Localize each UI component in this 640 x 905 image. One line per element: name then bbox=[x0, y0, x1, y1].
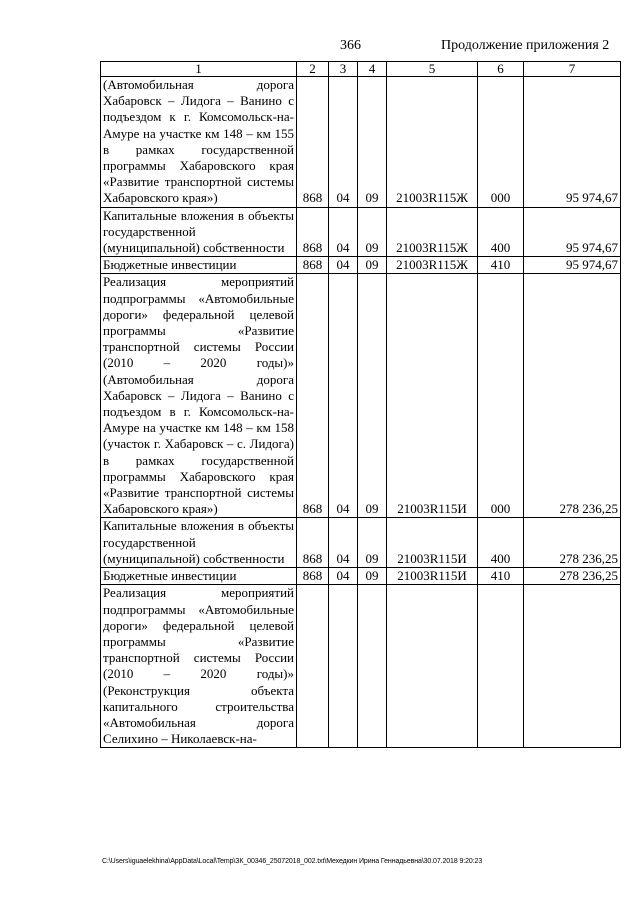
cell-section: 04 bbox=[329, 77, 358, 208]
cell-ministry: 868 bbox=[297, 207, 329, 257]
cell-subsection: 09 bbox=[358, 77, 387, 208]
cell-expense-type: 410 bbox=[478, 257, 524, 274]
cell-section: 04 bbox=[329, 274, 358, 518]
cell-ministry: 868 bbox=[297, 257, 329, 274]
cell-amount bbox=[524, 585, 621, 748]
cell-expense-type: 410 bbox=[478, 568, 524, 585]
cell-expense-type: 400 bbox=[478, 207, 524, 257]
cell-subsection: 09 bbox=[358, 207, 387, 257]
cell-expense-type: 000 bbox=[478, 77, 524, 208]
cell-target-article: 21003R115И bbox=[387, 518, 478, 568]
cell-subsection bbox=[358, 585, 387, 748]
table-row bbox=[101, 568, 621, 585]
row-description: Реализация мероприятий подпрограммы «Автомобильные дороги» федеральной целевой программы «Развитие транспортной системы России (2010 – 2020 годы)» (Автомобильная дорога Хабаровск – Лидога – Ванино с подъездом в г. Комсомольск-на-Амуре на участке км 148 – км 158 (участок г. Хабаровск – с. Лидога) в рамках государственной программы Хабаровского края «Развитие транспортной системы Хабаровского края») bbox=[101, 274, 297, 518]
cell-amount: 95 974,67 bbox=[524, 257, 621, 274]
page-number: 366 bbox=[340, 38, 361, 53]
cell-section: 04 bbox=[329, 518, 358, 568]
cell-amount: 95 974,67 bbox=[524, 207, 621, 257]
cell-target-article: 21003R115И bbox=[387, 568, 478, 585]
cell-section: 04 bbox=[329, 207, 358, 257]
cell-amount: 278 236,25 bbox=[524, 274, 621, 518]
cell-target-article bbox=[387, 585, 478, 748]
cell-ministry bbox=[297, 585, 329, 748]
cell-section: 04 bbox=[329, 568, 358, 585]
row-description: Бюджетные инвестиции bbox=[101, 257, 297, 274]
table-row bbox=[101, 207, 621, 257]
cell-subsection: 09 bbox=[358, 274, 387, 518]
cell-target-article: 21003R115Ж bbox=[387, 207, 478, 257]
table-header-row bbox=[101, 62, 621, 77]
cell-ministry: 868 bbox=[297, 518, 329, 568]
table-row bbox=[101, 274, 621, 518]
continuation-title: Продолжение приложения 2 bbox=[441, 38, 610, 53]
column-header: 2 bbox=[297, 62, 329, 77]
cell-amount: 278 236,25 bbox=[524, 568, 621, 585]
column-header: 4 bbox=[358, 62, 387, 77]
cell-target-article: 21003R115Ж bbox=[387, 257, 478, 274]
cell-amount: 95 974,67 bbox=[524, 77, 621, 208]
cell-target-article: 21003R115И bbox=[387, 274, 478, 518]
cell-section bbox=[329, 585, 358, 748]
column-header: 5 bbox=[387, 62, 478, 77]
column-header: 1 bbox=[101, 62, 297, 77]
row-description: Бюджетные инвестиции bbox=[101, 568, 297, 585]
cell-ministry: 868 bbox=[297, 77, 329, 208]
cell-subsection: 09 bbox=[358, 518, 387, 568]
cell-section: 04 bbox=[329, 257, 358, 274]
column-header: 7 bbox=[524, 62, 621, 77]
file-path-footer: C:\Users\iguaelekhina\AppData\Local\Temp\ЗК_00346_25072018_002.txt\Мехедкин Ирина Геннадьевна\30.07.2018 9:20:23 bbox=[102, 858, 483, 865]
cell-ministry: 868 bbox=[297, 568, 329, 585]
row-description: Капитальные вложения в объекты государственной (муниципальной) собственности bbox=[101, 207, 297, 257]
cell-target-article: 21003R115Ж bbox=[387, 77, 478, 208]
cell-ministry: 868 bbox=[297, 274, 329, 518]
row-description: Капитальные вложения в объекты государственной (муниципальной) собственности bbox=[101, 518, 297, 568]
row-description: Реализация мероприятий подпрограммы «Автомобильные дороги» федеральной целевой программы «Развитие транспортной системы России (2010 – 2020 годы)» (Реконструкция объекта капитального строительства «Автомобильная дорога Селихино – Николаевск-на- bbox=[101, 585, 297, 748]
column-header: 6 bbox=[478, 62, 524, 77]
cell-subsection: 09 bbox=[358, 257, 387, 274]
row-description: (Автомобильная дорога Хабаровск – Лидога – Ванино с подъездом к г. Комсомольск-на-Амуре на участке км 148 – км 155 в рамках государственной программы Хабаровского края «Развитие транспортной системы Хабаровского края») bbox=[101, 77, 297, 208]
column-header: 3 bbox=[329, 62, 358, 77]
cell-subsection: 09 bbox=[358, 568, 387, 585]
budget-table bbox=[100, 61, 621, 748]
table-row bbox=[101, 585, 621, 748]
cell-expense-type bbox=[478, 585, 524, 748]
table-row bbox=[101, 518, 621, 568]
cell-expense-type: 000 bbox=[478, 274, 524, 518]
table-row bbox=[101, 77, 621, 208]
cell-expense-type: 400 bbox=[478, 518, 524, 568]
cell-amount: 278 236,25 bbox=[524, 518, 621, 568]
table-row bbox=[101, 257, 621, 274]
